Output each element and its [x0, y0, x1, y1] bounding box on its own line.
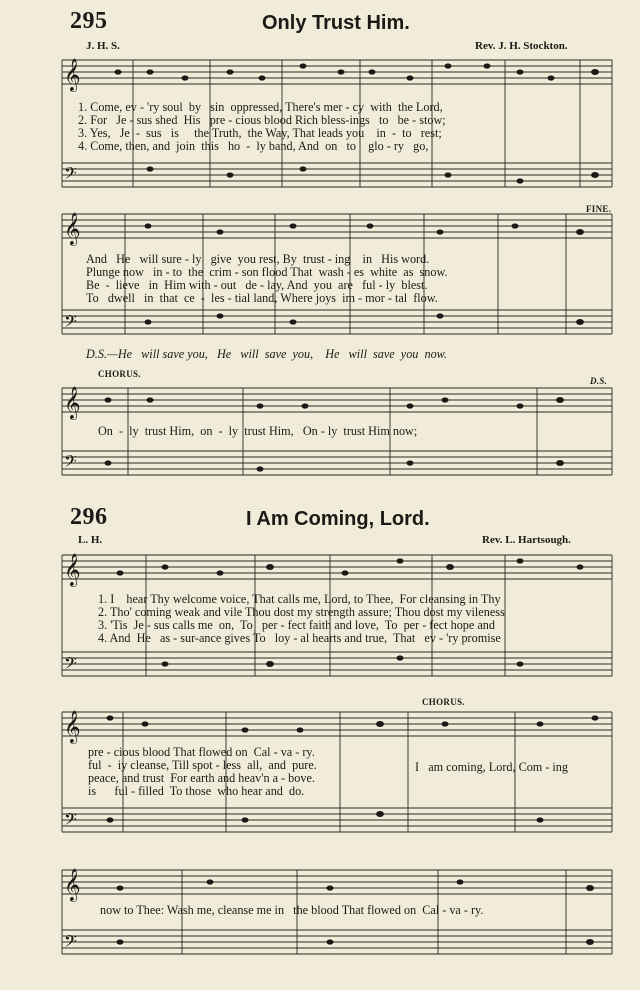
svg-text:𝄢: 𝄢	[64, 451, 77, 475]
author-credit: J. H. S.	[86, 40, 120, 52]
chorus-line: I am coming, Lord, Com - ing	[415, 760, 568, 774]
svg-text:𝄢: 𝄢	[64, 809, 77, 833]
svg-text:𝄢: 𝄢	[64, 653, 77, 677]
verse-line: 3. Yes, Je - sus is the Truth, the Way, That leads you in - to rest;	[78, 126, 442, 140]
hymn-number: 295	[70, 8, 108, 34]
ds-refrain-line: D.S.—He will save you, He will save you, He will save you now.	[86, 347, 447, 361]
verse-line: 4. And He as - sur-ance gives To loy - al hearts and true, That ev - 'ry promise	[98, 631, 501, 645]
verse-line: 3. 'Tis Je - sus calls me on, To per - fect faith and love, To per - fect hope and	[98, 618, 495, 632]
ds-mark: D.S.	[590, 376, 608, 386]
author-credit: L. H.	[78, 534, 103, 546]
svg-text:𝄞: 𝄞	[64, 386, 81, 419]
svg-text:𝄢: 𝄢	[64, 311, 77, 335]
hymn-title: Only Trust Him.	[262, 12, 410, 34]
svg-text:𝄞: 𝄞	[64, 212, 81, 245]
chorus-label: CHORUS.	[98, 369, 141, 379]
hymn-title: I Am Coming, Lord.	[246, 508, 430, 530]
hymn-number: 296	[70, 504, 108, 530]
verse-line: And He will sure - ly give you rest, By trust - ing in His word.	[86, 252, 430, 266]
verse-line: 2. Tho' coming weak and vile Thou dost my strength assure; Thou dost my vileness	[98, 605, 505, 619]
chorus-label: CHORUS.	[422, 697, 465, 707]
composer-credit: Rev. J. H. Stockton.	[475, 40, 568, 52]
verse-line: To dwell in that ce - les - tial land, Where joys im - mor - tal flow.	[86, 291, 438, 305]
verse-line: 1. Come, ev - 'ry soul by sin oppressed, There's mer - cy with the Lord,	[78, 100, 443, 114]
svg-text:𝄢: 𝄢	[64, 931, 77, 955]
verse-line: 2. For Je - sus shed His pre - cious blood Rich bless-ings to be - stow;	[78, 113, 446, 127]
fine-mark: FINE.	[586, 204, 612, 214]
svg-text:𝄞: 𝄞	[64, 710, 81, 743]
verse-line: pre - cious blood That flowed on Cal - va - ry.	[88, 745, 315, 759]
verse-line: 1. I hear Thy welcome voice, That calls me, Lord, to Thee, For cleansing in Thy	[98, 592, 501, 606]
svg-text:𝄞: 𝄞	[64, 868, 81, 901]
chorus-line: now to Thee: Wash me, cleanse me in the blood That flowed on Cal - va - ry.	[100, 903, 484, 917]
verse-line: is ful - filled To those who hear and do.	[88, 784, 305, 798]
verse-line: ful - iy cleanse, Till spot - less all, and pure.	[88, 758, 317, 772]
verse-line: peace, and trust For earth and heav'n a - bove.	[88, 771, 315, 785]
verse-line: Be - lieve in Him with - out de - lay, And you are ful - ly blest.	[86, 278, 428, 292]
verse-line: Plunge now in - to the crim - son flood That wash - es white as snow.	[86, 265, 448, 279]
verse-line: 4. Come, then, and join this ho - ly band, And on to glo - ry go,	[78, 139, 429, 153]
composer-credit: Rev. L. Hartsough.	[482, 534, 571, 546]
svg-text:𝄢: 𝄢	[64, 163, 77, 187]
chorus-line: On - ly trust Him, on - ly trust Him, On - ly trust Him now;	[98, 424, 418, 438]
svg-text:𝄞: 𝄞	[64, 553, 81, 586]
svg-text:𝄞: 𝄞	[64, 58, 81, 91]
